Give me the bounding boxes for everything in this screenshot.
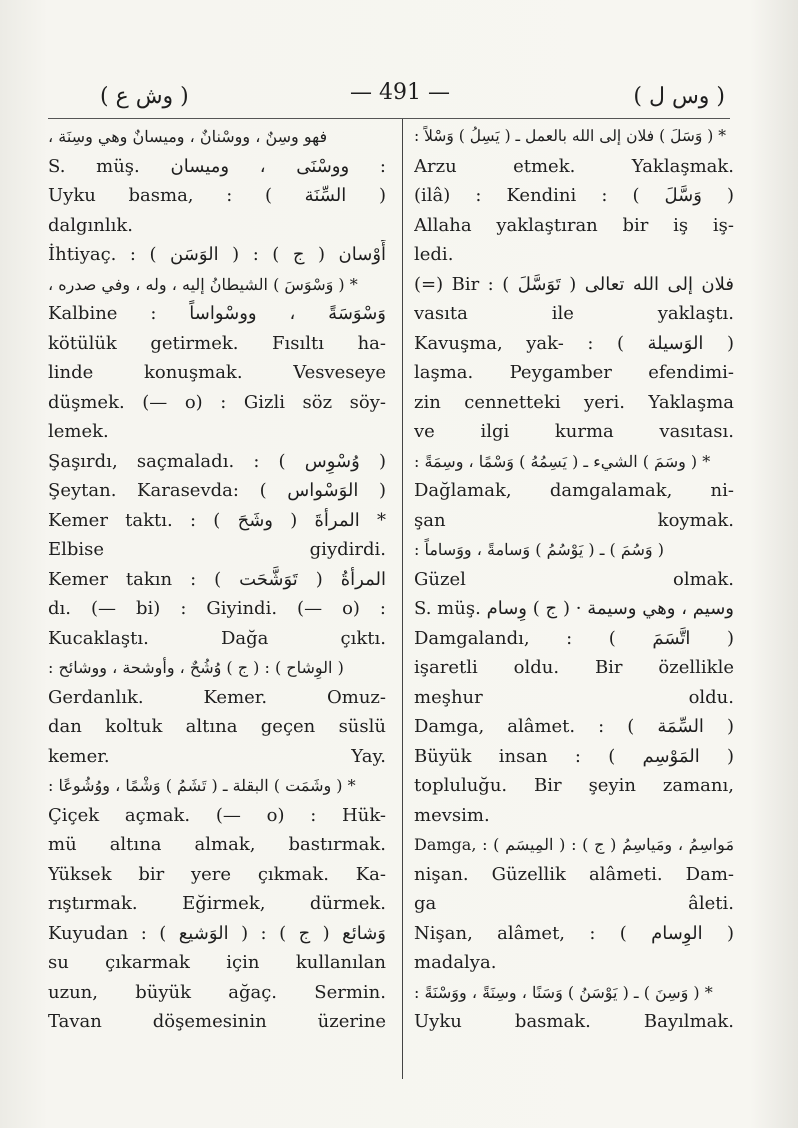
dictionary-line: zin cennetteki yeri. Yaklaşma [414,391,734,413]
dictionary-line: kemer. Yay. [48,745,386,767]
dictionary-line: Kalbine : وَسْوَسَةً ، ووسْواساً [48,303,386,324]
dictionary-line: ledi. [414,244,454,265]
dictionary-line: Yüksek bir yere çıkmak. Ka- [48,863,386,885]
dictionary-line: S. müş. ووسْنَى ، وميسان : [48,155,386,177]
dictionary-line: Damga, alâmet. : ( السِّمَة ) [414,716,734,737]
dictionary-line: Dağlamak, damgalamak, ni- [414,480,734,501]
dictionary-line: nişan. Güzellik alâmeti. Dam- [414,863,734,885]
dictionary-line: İhtiyaç. : ( الوَسَن ) : ( ج ) أَوْسان [48,244,386,265]
dictionary-line: S. müş. وسيم ، وهي وسيمة · ( ج ) وِسام [414,598,734,619]
dictionary-line: dalgınlık. [48,214,134,236]
dictionary-line: madalya. [414,952,497,973]
dictionary-line: meşhur oldu. [414,686,734,708]
right-running-head: ( وس ل ) [633,84,725,109]
header-rule [48,118,730,119]
dictionary-line: uzun, büyük ağaç. Sermin. [48,981,386,1003]
dictionary-line: mevsim. [414,804,490,826]
dictionary-line: Uyku basma, : ( السِّنَة ) [48,185,386,206]
dictionary-line: linde konuşmak. Vesveseye [48,362,386,383]
dictionary-line: rıştırmak. Eğirmek, dürmek. [48,893,386,914]
dictionary-line: ga âleti. [414,893,734,914]
dictionary-line: işaretli oldu. Bir özellikle [414,657,734,678]
dictionary-line: Gerdanlık. Kemer. Omuz- [48,686,386,708]
dictionary-line: فهو وسِنٌ ، ووسْنانٌ ، وميسانٌ وهي وسِنَة ، [48,127,328,146]
dictionary-line: * ( وسَمَ ) الشيء ـ ( يَسِمُهُ ) وَسْمًا ، وسِمَةً : [414,451,711,471]
dictionary-line: Damgalandı, : ( اتَّسَمَ ) [414,627,734,649]
dictionary-line: Çiçek açmak. (— o) : Hük- [48,804,386,826]
dictionary-line: lemek. [48,421,109,442]
column-divider [402,119,403,1079]
dictionary-line: Kemer takın : ( تَوَشَّحَت ) المرأةُ [48,568,386,590]
dictionary-line: düşmek. (— o) : Gizli söz söy- [48,391,386,413]
right-column [414,122,734,1037]
dictionary-line: * ( وشَمَت ) البقلة ـ ( تَشَمُ ) وَشْمًا ، ووُشُوعًا : [48,776,356,795]
dictionary-line: ( الوِشاح ) : ( ج ) وُشُحٌ ، وأوشحة ، ووشائح : [48,658,344,677]
dictionary-line: Uyku basmak. Bayılmak. [414,1011,734,1032]
dictionary-line: * ( وَسِنَ ) ـ ( يَوْسَنُ ) وَسَنًا ، وسِنَةً ، ووَسْنَةً : [414,982,713,1002]
dictionary-line: Elbise giydirdi. [48,539,386,560]
dictionary-line: Şaşırdı, saçmaladı. : ( وُسْوِس ) [48,450,386,472]
dictionary-line: * ( وَسَلَ ) فلان إلى الله بالعمل ـ ( يَسِلُ ) وَسْلاً : [414,127,726,145]
dictionary-line: vasıta ile yaklaştı. [414,303,734,324]
dictionary-line: Kuyudan : ( الوَشيع ) : ( ج ) وَشائع [48,922,386,944]
dictionary-line: Nişan, alâmet, : ( الوِسام ) [414,922,734,944]
dictionary-line: Kemer taktı. : ( وشَحَ ) المرأةَ * [48,509,386,531]
dictionary-line: dı. (— bi) : Giyindi. (— o) : [48,598,386,619]
dictionary-line: Kucaklaştı. Dağa çıktı. [48,627,386,649]
dictionary-line: laşma. Peygamber efendimi- [414,362,734,383]
dictionary-line: dan koltuk altına geçen süslü [48,716,386,737]
dictionary-line: kötülük getirmek. Fısıltı ha- [48,332,386,354]
dictionary-line: topluluğu. Bir şeyin zamanı, [414,775,734,796]
dictionary-line: su çıkarmak için kullanılan [48,952,386,973]
left-running-head: ( وش ع ) [100,84,189,109]
dictionary-line: * ( وَسْوَسَ ) الشيطانُ إليه ، وله ، وفي صدره ، [48,274,358,294]
dictionary-line: Şeytan. Karasevda: ( الوَسْواس ) [48,480,386,501]
dictionary-line: Tavan döşemesinin üzerine [48,1011,386,1032]
page-number: — 491 — [350,80,450,105]
left-column [48,122,386,1037]
dictionary-line: ve ilgi kurma vasıtası. [414,421,734,442]
dictionary-line: Kavuşma, yak- : ( الوَسيلة ) [414,332,734,354]
dictionary-line: Damga, : ( المِيسَم ) : ( ج ) مَواسِمُ ، ومَياسِمُ [414,835,734,854]
dictionary-line: Allaha yaklaştıran bir iş iş- [414,214,734,236]
dictionary-line: mü altına almak, bastırmak. [48,834,386,855]
page-header [40,78,725,118]
dictionary-line: (=) Bir : ( تَوَسَّلَ ) فلان إلى الله تعالى [414,273,734,295]
dictionary-line: şan koymak. [414,509,734,531]
dictionary-line: Arzu etmek. Yaklaşmak. [414,155,734,177]
dictionary-line: Büyük insan : ( المَوْسِم ) [414,745,734,767]
dictionary-line: Güzel olmak. [414,568,734,590]
dictionary-line: ( وَسُمَ ) ـ ( يَوْسُمُ ) وَسامةً ، ووَساماً : [414,540,664,559]
dictionary-line: (ilâ) : Kendini : ( وَسَّلَ ) [414,185,734,206]
